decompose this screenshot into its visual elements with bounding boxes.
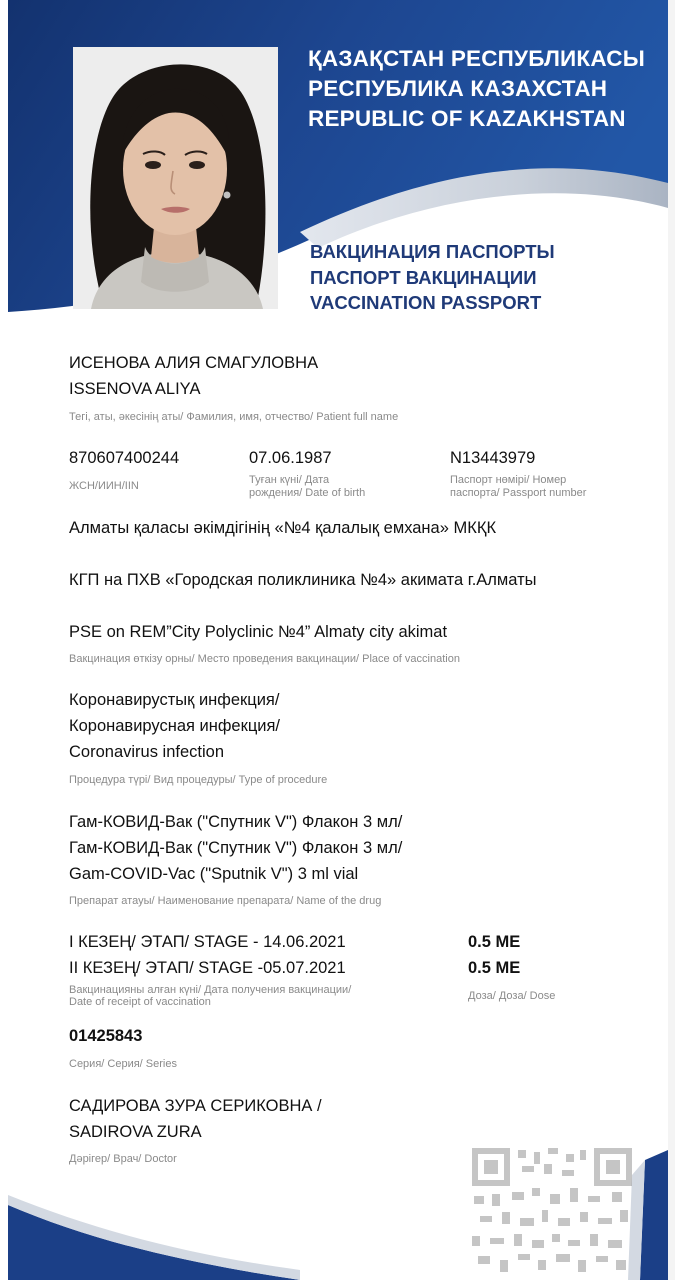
vaccination-date-label-line1: Вакцинацияны алған күні/ Дата получения вакцинации/ (69, 984, 352, 996)
iin-label: ЖСН/ИИН/IIN (69, 480, 139, 492)
doctor-name-en: SADIROVA ZURA (69, 1123, 202, 1141)
series-label: Серия/ Серия/ Series (69, 1058, 177, 1070)
dose-1: 0.5 МЕ (468, 933, 521, 951)
qr-code-icon (472, 1148, 632, 1280)
patient-photo (73, 47, 278, 309)
place-ru: КГП на ПХВ «Городская поликлиника №4» акимата г.Алматы (69, 571, 537, 589)
doc-title-kz: ВАКЦИНАЦИЯ ПАСПОРТЫ (310, 241, 555, 262)
patient-name-en: ISSENOVA ALIYA (69, 380, 201, 398)
drug-kz: Гам-КОВИД-Вак ("Спутник V") Флакон 3 мл/ (69, 813, 403, 831)
country-kz: ҚАЗАҚСТАН РЕСПУБЛИКАСЫ (308, 46, 645, 71)
drug-ru: Гам-КОВИД-Вак ("Спутник V") Флакон 3 мл/ (69, 839, 403, 857)
procedure-ru: Коронавирусная инфекция/ (69, 717, 281, 735)
vaccination-date-label-line2: Date of receipt of vaccination (69, 996, 211, 1008)
country-ru: РЕСПУБЛИКА КАЗАХСТАН (308, 76, 608, 101)
dose-label: Доза/ Доза/ Dose (468, 990, 556, 1002)
doc-title-en: VACCINATION PASSPORT (310, 292, 542, 313)
place-label: Вакцинация өткізу орны/ Место проведения вакцинации/ Place of vaccination (69, 653, 460, 665)
patient-name-ru: ИСЕНОВА АЛИЯ СМАГУЛОВНА (69, 354, 319, 372)
doctor-name-ru: САДИРОВА ЗУРА СЕРИКОВНА / (69, 1097, 322, 1115)
country-title (308, 44, 645, 134)
dob-label-line1: Туған күні/ Дата (249, 474, 330, 486)
drug-en: Gam-COVID-Vac ("Sputnik V") 3 ml vial (69, 865, 359, 883)
passport-value: N13443979 (450, 449, 536, 467)
stage-1: I КЕЗЕҢ/ ЭТАП/ STAGE - 14.06.2021 (69, 933, 346, 951)
doc-title-ru: ПАСПОРТ ВАКЦИНАЦИИ (310, 266, 537, 288)
doctor-label: Дәрігер/ Врач/ Doctor (69, 1153, 177, 1165)
passport-label-line1: Паспорт нөмірі/ Номер (450, 474, 567, 486)
drug-label: Препарат атауы/ Наименование препарата/ Name of the drug (69, 895, 382, 907)
country-en: REPUBLIC OF KAZAKHSTAN (308, 106, 626, 131)
dob-label-line2: рождения/ Date of birth (249, 487, 366, 499)
photo-icon (73, 47, 278, 309)
stage-2: II КЕЗЕҢ/ ЭТАП/ STAGE -05.07.2021 (69, 959, 346, 977)
procedure-kz: Коронавирустық инфекция/ (69, 691, 280, 709)
procedure-en: Coronavirus infection (69, 743, 224, 761)
passport-label-line2: паспорта/ Passport number (450, 487, 587, 499)
dose-2: 0.5 МЕ (468, 959, 521, 977)
place-en: PSE on REM”City Polyclinic №4” Almaty city akimat (69, 623, 448, 641)
document-title (310, 239, 555, 316)
patient-name-label: Тегі, аты, әкесінің аты/ Фамилия, имя, отчество/ Patient full name (69, 411, 399, 423)
dob-value: 07.06.1987 (249, 449, 332, 467)
place-kz: Алматы қаласы әкімдігінің «№4 қалалық емхана» МКҚК (69, 519, 497, 537)
series-value: 01425843 (69, 1027, 143, 1045)
procedure-label: Процедура түрі/ Вид процедуры/ Type of procedure (69, 774, 328, 786)
iin-value: 870607400244 (69, 449, 180, 467)
